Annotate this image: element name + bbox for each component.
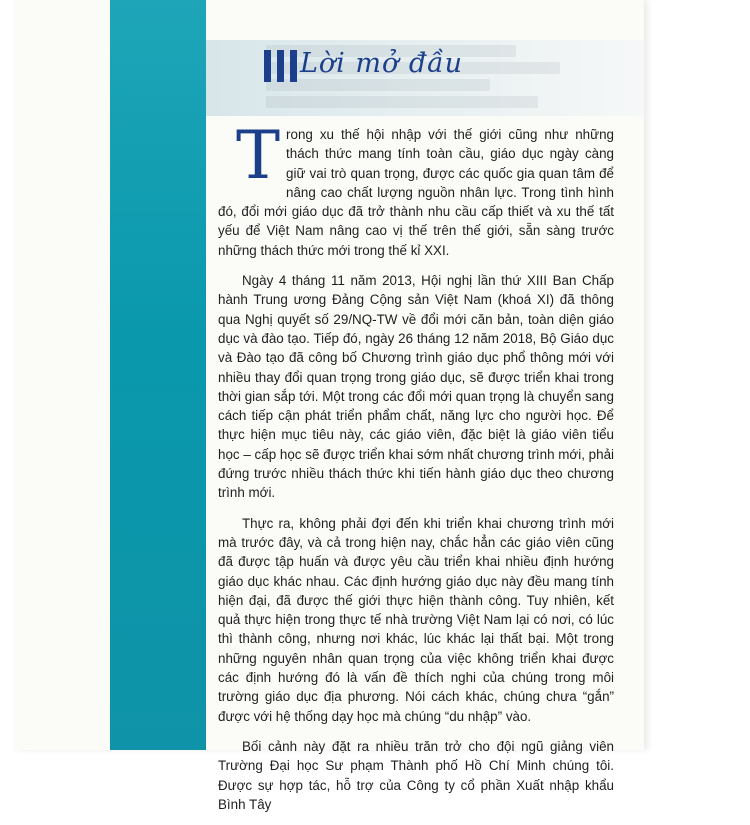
title-bars-ornament [264, 50, 297, 82]
paragraph-4: Bối cảnh này đặt ra nhiều trăn trở cho đội ngũ giảng viên Trường Đại học Sư phạm Thành phố Hồ Chí Minh chúng tôi. Được sự hợp tác, hỗ trợ của Công ty cổ phần Xuất nhập khẩu Bình Tây [218, 738, 614, 812]
body-text [218, 117, 614, 825]
paragraph-1-text: rong xu thế hội nhập với thế giới cũng như những thách thức mang tính toàn cầu, giáo dục ngày càng giữ vai trò quan trọng, được các quốc gia quan tâm để nâng cao chất lượng nguồn nhân lực. Trong tình hình đó, đổi mới giáo dục đã trở thành nhu cầu cấp thiết và xu thế tất yếu để Việt Nam nâng cao vị thế trên thế giới, sẵn sàng trước những thách thức mới trong thế kỉ XXI. [218, 127, 614, 258]
teal-sidebar-strip [110, 0, 206, 750]
page-title: Lời mở đầu [300, 48, 464, 79]
paragraph-1 [218, 117, 614, 260]
dropcap: T [236, 117, 281, 194]
paragraph-2: Ngày 4 tháng 11 năm 2013, Hội nghị lần thứ XIII Ban Chấp hành Trung ương Đảng Cộng sản Việt Nam (khoá XI) đã thông qua Nghị quyết số 29/NQ-TW về đổi mới căn bản, toàn diện giáo dục và đào tạo. Tiếp đó, ngày 26 tháng 12 năm 2018, Bộ Giáo dục và Đào tạo đã công bố Chương trình giáo dục phổ thông mới với nhiều thay đổi quan trọng trong giáo dục, sẽ được triển khai trong thời gian sắp tới. Một trong các đổi mới quan trọng là chuyển sang cách tiếp cận phát triển phẩm chất, năng lực cho người học. Để thực hiện mục tiêu này, các giáo viên, đặc biệt là giáo viên tiểu học – cấp học sẽ được triển khai sớm nhất chương trình mới, phải đứng trước nhiều thách thức khi tiến hành giáo dục theo chương trình mới. [218, 273, 614, 501]
paragraph-3: Thực ra, không phải đợi đến khi triển khai chương trình mới mà trước đây, và cả trong hiện nay, chắc hẳn các giáo viên cũng đã được tập huấn và được yêu cầu triển khai nhiều định hướng giáo dục khác nhau. Các định hướng giáo dục này đều mang tính hiện đại, đã được thế giới thực hiện thành công. Tuy nhiên, kết quả thực hiện trong thực tế nhà trường Việt Nam lại có nơi, có lúc thì thành công, nhưng nơi khác, lúc khác lại thất bại. Một trong những nguyên nhân quan trọng của việc không triển khai được các định hướng đó là vấn đề thích nghi của chúng trong môi trường giáo dục địa phương. Nói cách khác, chúng chưa “gắn” được với hệ thống dạy học mà chúng “du nhập” vào. [218, 515, 614, 724]
